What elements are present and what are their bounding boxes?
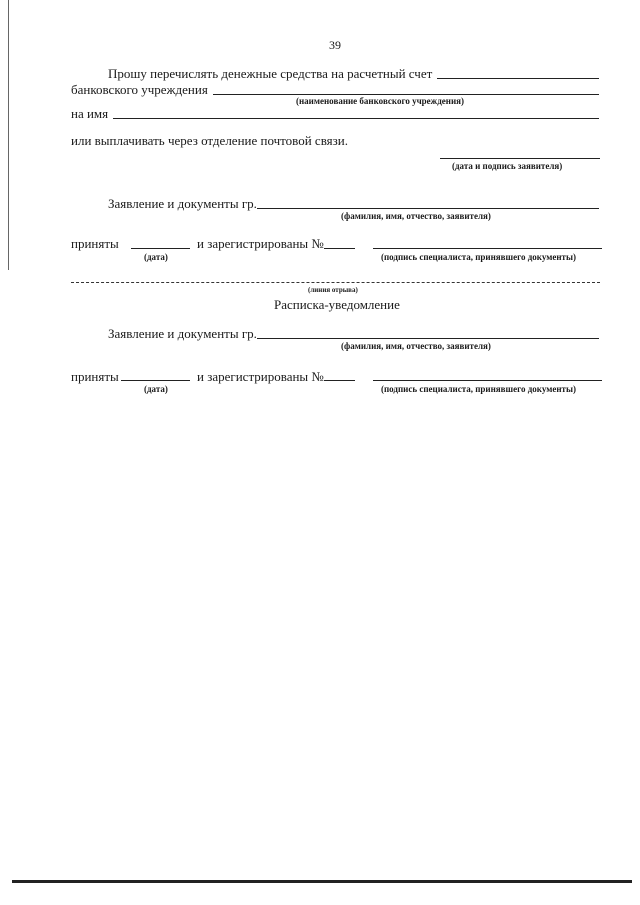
account-number-field[interactable]: [437, 78, 599, 79]
specialist-caption-2: (подпись специалиста, принявшего документы): [381, 384, 576, 394]
transfer-line-3: на имя: [71, 106, 109, 121]
registration-number-field-2[interactable]: [324, 380, 355, 381]
date-field-1[interactable]: [131, 248, 190, 249]
applicant-fio-caption-1: (фамилия, имя, отчество, заявителя): [341, 211, 491, 221]
scan-edge-line: [8, 0, 9, 270]
applicant-fio-caption-2: (фамилия, имя, отчество, заявителя): [341, 341, 491, 351]
accepted-label-1: приняты: [71, 236, 119, 251]
transfer-line-4: или выплачивать через отделение почтовой связи.: [71, 133, 348, 148]
scan-bottom-edge: [12, 880, 632, 883]
transfer-line-1: Прошу перечислять денежные средства на расчетный счет: [108, 66, 433, 81]
statement-label-2: Заявление и документы гр.: [108, 326, 257, 341]
recipient-name-field[interactable]: [113, 118, 599, 119]
applicant-fio-field-1[interactable]: [257, 208, 599, 209]
tear-line-label: (линия отрыва): [308, 286, 358, 294]
transfer-line-2: банковского учреждения: [71, 82, 208, 97]
registered-label-1: и зарегистрированы №: [197, 236, 324, 251]
specialist-signature-field-1[interactable]: [373, 248, 602, 249]
date-field-2[interactable]: [121, 380, 190, 381]
registration-number-field-1[interactable]: [324, 248, 355, 249]
page-number: 39: [329, 38, 341, 52]
tear-line: [71, 282, 600, 283]
date-caption-2: (дата): [144, 384, 168, 394]
specialist-caption-1: (подпись специалиста, принявшего документы): [381, 252, 576, 262]
applicant-signature-field[interactable]: [440, 158, 600, 159]
specialist-signature-field-2[interactable]: [373, 380, 602, 381]
applicant-fio-field-2[interactable]: [257, 338, 599, 339]
applicant-signature-caption: (дата и подпись заявителя): [452, 161, 563, 171]
statement-label-1: Заявление и документы гр.: [108, 196, 257, 211]
receipt-title: Расписка-уведомление: [274, 297, 400, 312]
registered-label-2: и зарегистрированы №: [197, 369, 324, 384]
bank-name-field[interactable]: [213, 94, 599, 95]
bank-name-caption: (наименование банковского учреждения): [296, 96, 464, 106]
accepted-label-2: приняты: [71, 369, 119, 384]
date-caption-1: (дата): [144, 252, 168, 262]
